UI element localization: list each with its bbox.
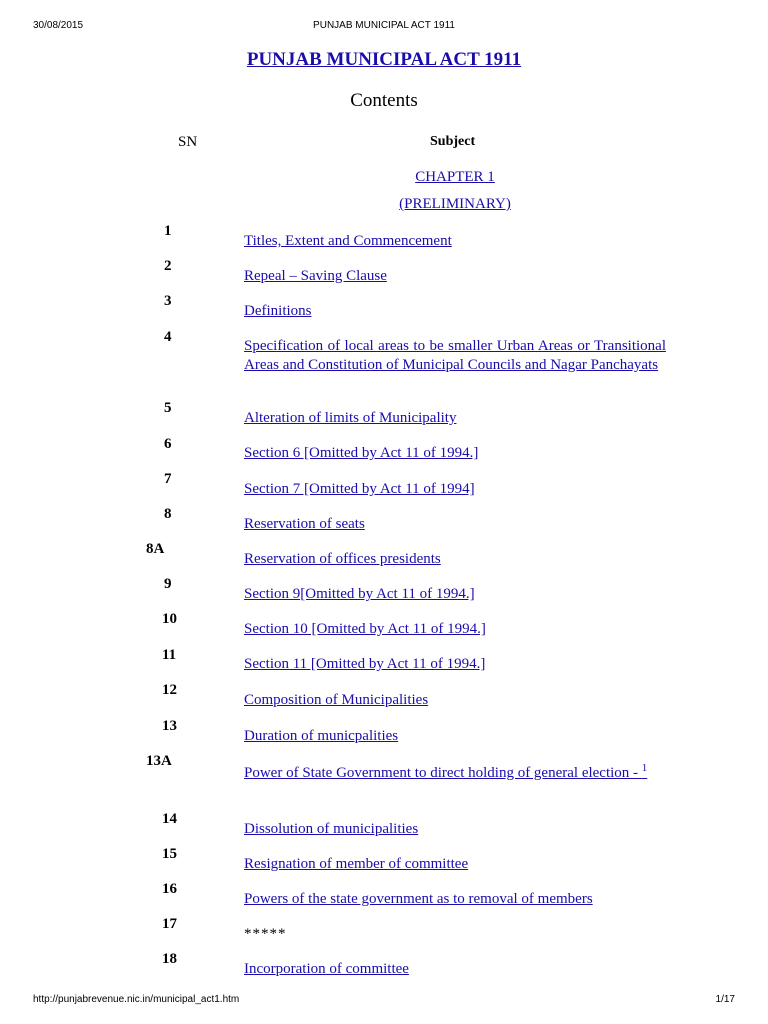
entry-sn: 8 [164,506,172,522]
entry-sn: 15 [162,846,177,862]
entry-subject-link[interactable]: Reservation of seats [244,516,365,532]
entry-subject-link[interactable]: Alteration of limits of Municipality [244,410,457,426]
contents-heading: Contents [350,90,418,111]
page-number: 1/17 [715,994,735,1005]
entry-sn: 8A [146,541,165,557]
entry-sn: 11 [162,647,177,663]
entry-sn: 1 [164,223,172,239]
entry-subject-link[interactable]: Section 10 [Omitted by Act 11 of 1994.] [244,621,486,637]
column-header-sn: SN [178,134,198,150]
entry-subject-link[interactable]: Dissolution of municipalities [244,821,419,837]
document-title-link[interactable]: PUNJAB MUNICIPAL ACT 1911 [246,49,522,70]
print-title: PUNJAB MUNICIPAL ACT 1911 [313,20,455,31]
entry-subject-link[interactable]: Specification of local areas to be smaller Urban Areas or Transitional Areas and Constitution of Municipal Councils and Nagar Panchayats [244,338,666,373]
entry-sn: 9 [164,576,172,592]
print-date: 30/08/2015 [33,20,84,31]
print-url: http://punjabrevenue.nic.in/municipal_act1.htm [33,994,240,1005]
entry-subject-link[interactable]: Definitions [244,303,312,319]
entry-sn: 6 [164,436,172,452]
entry-subject-link[interactable]: Repeal – Saving Clause [244,268,387,284]
entry-subject-link[interactable]: Section 6 [Omitted by Act 11 of 1994.] [244,445,479,461]
entry-sn: 10 [162,611,177,627]
entry-subject-link[interactable] [244,762,666,784]
entry-sn: 17 [162,916,177,932]
column-header-subject: Subject [430,134,476,149]
entry-subject-link[interactable]: Powers of the state government as to removal of members [244,891,593,907]
entry-subject-link[interactable]: Section 7 [Omitted by Act 11 of 1994] [244,481,475,497]
entry-sn: 4 [164,329,172,345]
entry-subject-link[interactable]: Composition of Municipalities [244,692,429,708]
entry-subject-link[interactable]: Section 11 [Omitted by Act 11 of 1994.] [244,656,486,672]
entry-sn: 13 [162,718,177,734]
entry-sn: 16 [162,881,177,897]
entry-subject-text: Power of State Government to direct holding of general election - [244,765,639,781]
entry-sn: 2 [164,258,172,274]
entry-sn: 18 [162,951,177,967]
entry-sn: 7 [164,471,172,487]
entry-subject-link[interactable]: Resignation of member of committee [244,856,469,872]
entry-subject-link[interactable]: Duration of municpalities [244,728,399,744]
chapter-subtitle-link[interactable]: (PRELIMINARY) [399,196,511,212]
footnote-link[interactable]: 1 [641,762,648,774]
entry-sn: 5 [164,400,172,416]
entry-sn: 14 [162,811,177,827]
entry-subject-omitted: ***** [244,926,287,942]
entry-subject-link[interactable]: Incorporation of committee [244,961,409,977]
chapter-link[interactable]: CHAPTER 1 [415,169,495,185]
entry-subject-link[interactable]: Reservation of offices presidents [244,551,441,567]
entry-subject-link[interactable]: Section 9[Omitted by Act 11 of 1994.] [244,586,475,602]
entry-subject-link[interactable]: Titles, Extent and Commencement [244,233,452,249]
entry-sn: 13A [146,753,172,769]
entry-sn: 3 [164,293,172,309]
entry-sn: 12 [162,682,177,698]
